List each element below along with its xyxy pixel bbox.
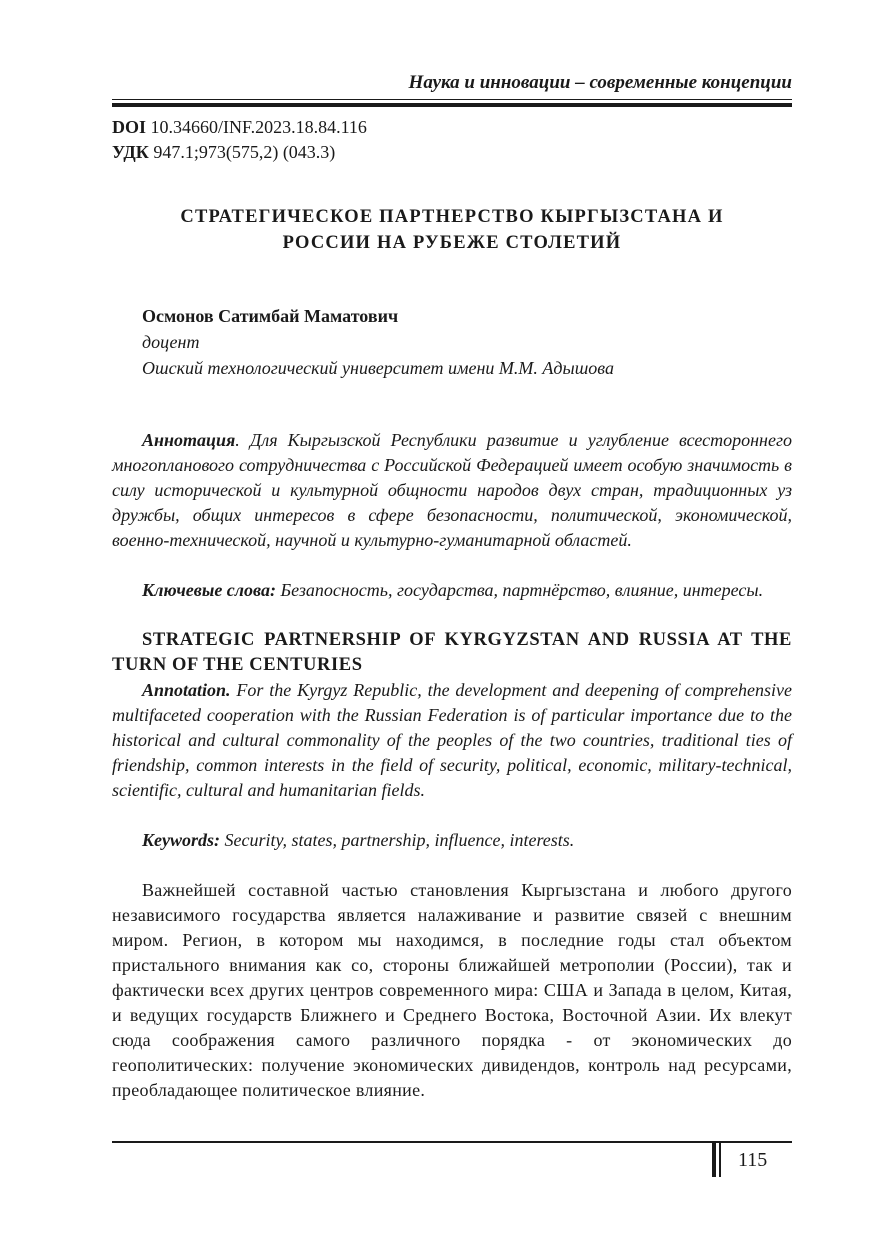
footer-bar-thin — [719, 1143, 721, 1177]
doi-line — [112, 115, 367, 140]
footer-bar-thick — [712, 1143, 716, 1177]
header-rule-thick — [112, 103, 792, 107]
annotation-ru-text: . Для Кыргызской Республики развитие и углубление всестороннего многопланового сотрудничества с Российской Федерацией имеет особую значимость в силу исторической и культурной общности народов двух стран, традиционных уз дружбы, общих интересов в сфере безопасности, политической, экономической, военно-технической, научной и культурно-гуманитарной областей. — [112, 430, 792, 550]
author-block — [142, 303, 614, 381]
page-number: 115 — [738, 1149, 768, 1171]
udk-value: 947.1;973(575,2) (043.3) — [153, 142, 336, 162]
article-title-line-2: РОССИИ НА РУБЕЖЕ СТОЛЕТИЙ — [282, 233, 622, 253]
article-title-en: STRATEGIC PARTNERSHIP OF KYRGYZSTAN AND RUSSIA AT THE TURN OF THE CENTURIES — [112, 630, 792, 675]
author-position: доцент — [142, 332, 200, 352]
body-paragraph-1: Важнейшей составной частью становления Кыргызстана и любого другого независимого государства является налаживание и развитие связей с внешним миром. Регион, в котором мы находимся, в последние годы стал объектом пристального внимания как со, стороны ближайшей метрополии (России), так и фактически всех других центров современного мира: США и Запада в целом, Китая, и ведущих государств Ближнего и Среднего Востока, Восточной Азии. Их влекут сюда соображения самого различного порядка - от экономических до геополитических: получение экономических дивидендов, контроль над ресурсами, преобладающее политическое влияние. — [112, 880, 792, 1100]
annotation-en-label: Annotation. — [142, 680, 231, 700]
keywords-en — [112, 828, 792, 853]
annotation-ru-label: Аннотация — [142, 430, 236, 450]
annotation-en-text: For the Kyrgyz Republic, the development and deepening of comprehensive multifaceted cooperation with the Russian Federation is of particular importance due to the historical and cultural commonality of the peoples of the two countries, traditional ties of friendship, common interests in the field of security, political, economic, military-technical, scientific, cultural and humanitarian fields. — [112, 680, 792, 800]
doi-value: 10.34660/INF.2023.18.84.116 — [150, 117, 367, 137]
annotation-en — [112, 678, 792, 803]
udk-line — [112, 140, 335, 165]
running-head: Наука и инновации – современные концепции — [408, 72, 792, 93]
keywords-en-text: Security, states, partnership, influence, interests. — [220, 830, 575, 850]
article-title-line-1: СТРАТЕГИЧЕСКОЕ ПАРТНЕРСТВО КЫРГЫЗСТАНА И — [180, 207, 724, 227]
doi-label: DOI — [112, 117, 147, 137]
keywords-ru — [112, 578, 792, 603]
author-affiliation: Ошский технологический университет имени М.М. Адышова — [142, 358, 614, 378]
header-rule-thin — [112, 99, 792, 100]
udk-label: УДК — [112, 142, 149, 162]
keywords-ru-label: Ключевые слова: — [142, 580, 276, 600]
annotation-ru — [112, 428, 792, 553]
author-name: Осмонов Сатимбай Маматович — [142, 306, 399, 326]
footer-rule — [112, 1141, 792, 1143]
keywords-en-label: Keywords: — [142, 830, 220, 850]
keywords-ru-text: Безапосность, государства, партнёрство, влияние, интересы. — [275, 580, 764, 600]
article-title — [112, 204, 792, 256]
